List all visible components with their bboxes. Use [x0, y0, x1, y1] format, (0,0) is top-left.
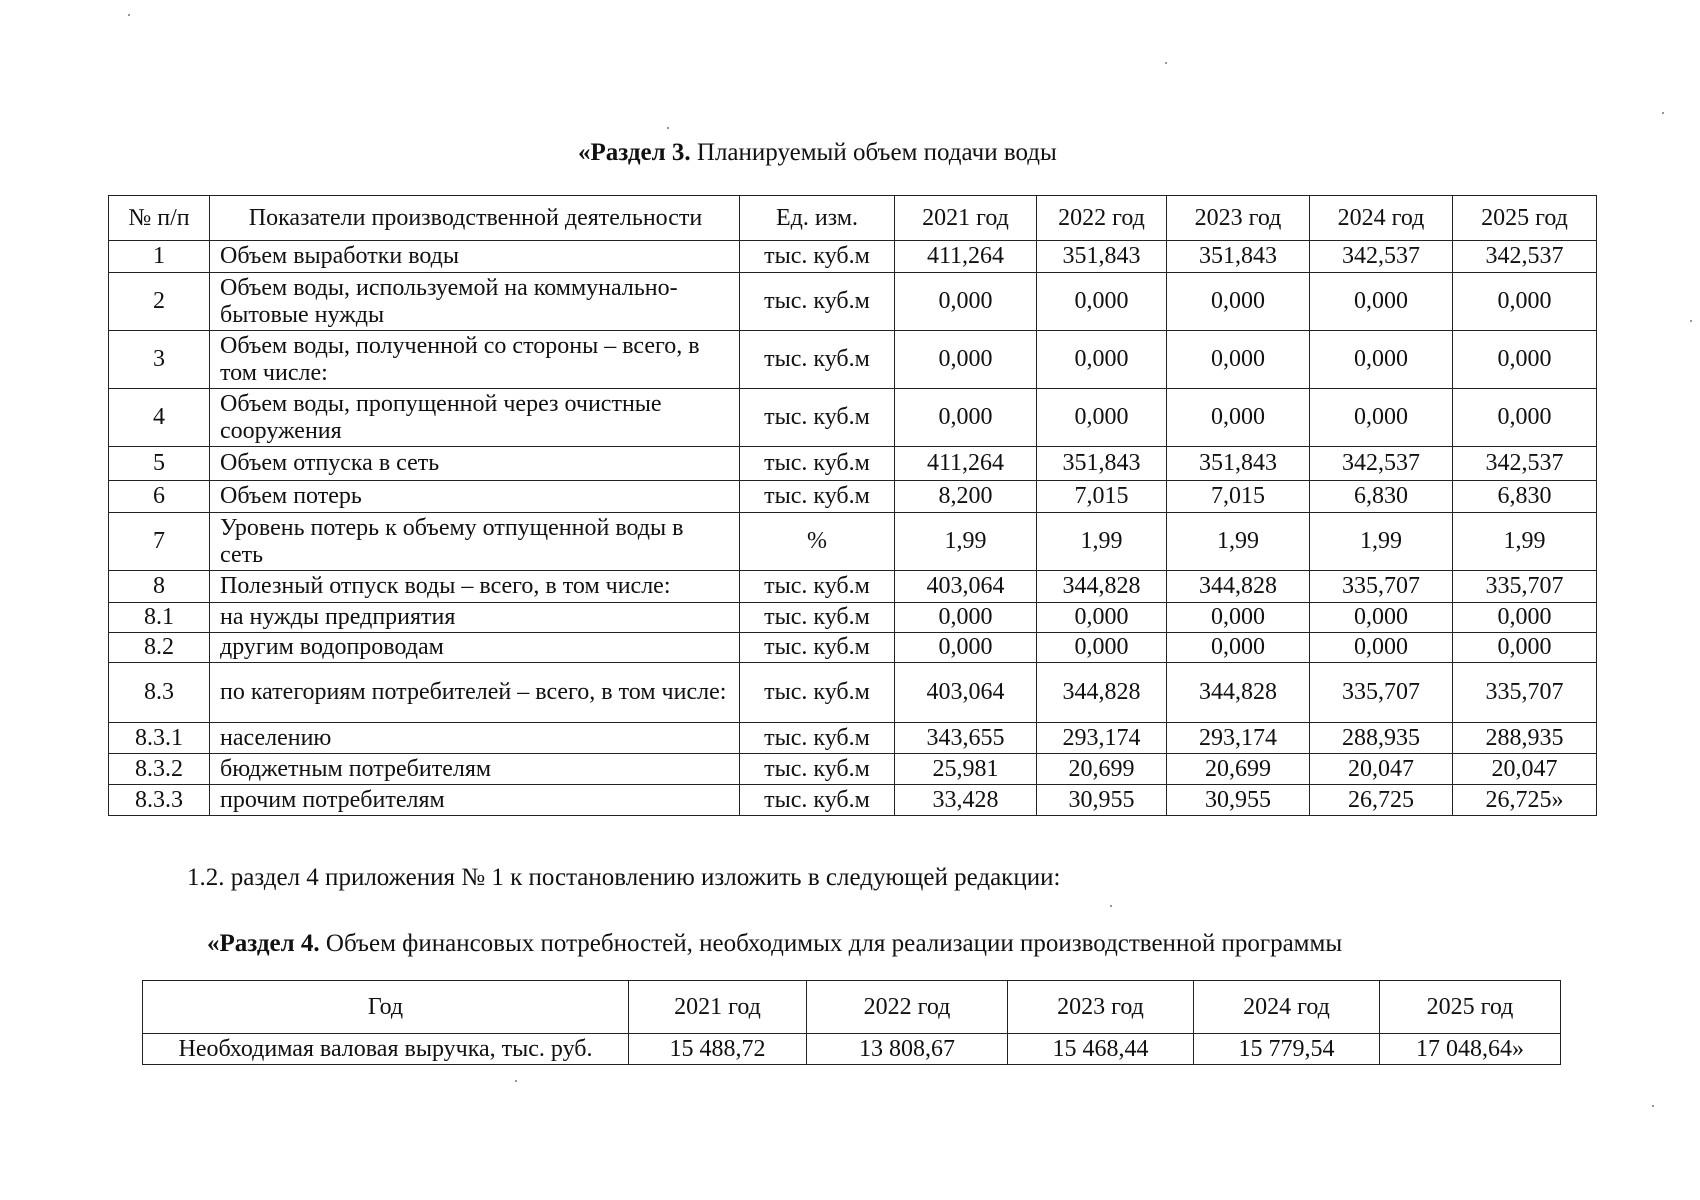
value-cell: 411,264 — [895, 241, 1037, 273]
header-cell: 2025 год — [1453, 196, 1597, 241]
scan-speck — [1110, 905, 1112, 907]
value-cell: 0,000 — [1037, 273, 1167, 331]
value-cell: 1,99 — [1037, 513, 1167, 571]
value-cell: 344,828 — [1167, 571, 1310, 603]
value-cell: 0,000 — [895, 603, 1037, 633]
value-cell: 0,000 — [895, 633, 1037, 663]
value-cell: 1,99 — [1453, 513, 1597, 571]
value-cell: 342,537 — [1453, 241, 1597, 273]
value-cell: 1,99 — [1310, 513, 1453, 571]
value-cell: 403,064 — [895, 663, 1037, 723]
table-row — [109, 331, 1597, 389]
indicator-name: населению — [210, 723, 740, 754]
row-number: 7 — [109, 513, 210, 571]
scan-speck — [128, 14, 130, 16]
value-cell: 342,537 — [1453, 447, 1597, 481]
value-cell: 293,174 — [1167, 723, 1310, 754]
value-cell: 335,707 — [1453, 663, 1597, 723]
value-cell: 33,428 — [895, 785, 1037, 816]
value-cell: 335,707 — [1310, 571, 1453, 603]
value-cell: 26,725 — [1310, 785, 1453, 816]
table-row — [109, 603, 1597, 633]
value-cell: 344,828 — [1037, 571, 1167, 603]
table-header-row — [109, 196, 1597, 241]
value-cell: 0,000 — [1453, 633, 1597, 663]
section-3-title-bold: «Раздел 3. — [578, 139, 691, 166]
header-cell: № п/п — [109, 196, 210, 241]
value-cell: 344,828 — [1037, 663, 1167, 723]
value-cell: 20,699 — [1167, 754, 1310, 785]
header-cell: 2024 год — [1310, 196, 1453, 241]
value-cell: 30,955 — [1037, 785, 1167, 816]
value-cell: 0,000 — [1167, 273, 1310, 331]
value-cell: 351,843 — [1167, 241, 1310, 273]
table-header-row — [143, 981, 1561, 1034]
value-cell: 0,000 — [1310, 273, 1453, 331]
unit-cell: тыс. куб.м — [740, 241, 895, 273]
row-number: 8.3.3 — [109, 785, 210, 816]
header-cell: 2022 год — [1037, 196, 1167, 241]
indicator-name: Объем выработки воды — [210, 241, 740, 273]
value-cell: 0,000 — [1310, 633, 1453, 663]
indicator-name: другим водопроводам — [210, 633, 740, 663]
table-row — [109, 754, 1597, 785]
indicator-name: Уровень потерь к объему отпущенной воды в сеть — [210, 513, 740, 571]
value-cell: 293,174 — [1037, 723, 1167, 754]
row-label: Необходимая валовая выручка, тыс. руб. — [143, 1034, 629, 1065]
value-cell: 13 808,67 — [807, 1034, 1008, 1065]
value-cell: 8,200 — [895, 481, 1037, 513]
scan-speck — [1652, 1105, 1654, 1107]
table-row — [109, 663, 1597, 723]
value-cell: 342,537 — [1310, 447, 1453, 481]
indicator-name: на нужды предприятия — [210, 603, 740, 633]
header-cell: Ед. изм. — [740, 196, 895, 241]
unit-cell: тыс. куб.м — [740, 603, 895, 633]
table-row — [109, 389, 1597, 447]
item-1-2-text: 1.2. раздел 4 приложения № 1 к постановлению изложить в следующей редакции: — [187, 864, 1061, 891]
value-cell: 0,000 — [1310, 331, 1453, 389]
indicator-name: бюджетным потребителям — [210, 754, 740, 785]
indicator-name: Объем воды, используемой на коммунально-бытовые нужды — [210, 273, 740, 331]
unit-cell: % — [740, 513, 895, 571]
value-cell: 0,000 — [1037, 603, 1167, 633]
table-row — [109, 273, 1597, 331]
section-4-title — [207, 929, 1342, 959]
indicator-name: Объем воды, полученной со стороны – всего, в том числе: — [210, 331, 740, 389]
unit-cell: тыс. куб.м — [740, 331, 895, 389]
header-cell: Показатели производственной деятельности — [210, 196, 740, 241]
financial-needs-table — [142, 980, 1561, 1065]
row-number: 8.2 — [109, 633, 210, 663]
value-cell: 20,047 — [1453, 754, 1597, 785]
scan-speck — [1690, 320, 1692, 322]
value-cell: 6,830 — [1310, 481, 1453, 513]
value-cell: 342,537 — [1310, 241, 1453, 273]
unit-cell: тыс. куб.м — [740, 447, 895, 481]
header-cell: 2021 год — [895, 196, 1037, 241]
row-number: 4 — [109, 389, 210, 447]
value-cell: 26,725» — [1453, 785, 1597, 816]
value-cell: 288,935 — [1453, 723, 1597, 754]
table-row — [109, 481, 1597, 513]
section-3-title — [578, 138, 1057, 168]
value-cell: 7,015 — [1167, 481, 1310, 513]
row-number: 6 — [109, 481, 210, 513]
scan-speck — [1165, 62, 1167, 64]
indicator-name: Объем потерь — [210, 481, 740, 513]
section-4-title-bold: «Раздел 4. — [207, 930, 320, 957]
unit-cell: тыс. куб.м — [740, 754, 895, 785]
header-cell: Год — [143, 981, 629, 1034]
table-row — [143, 1034, 1561, 1065]
section-4-title-text: Объем финансовых потребностей, необходимых для реализации производственной программы — [319, 930, 1343, 957]
table-row — [109, 785, 1597, 816]
header-cell: 2022 год — [807, 981, 1008, 1034]
value-cell: 351,843 — [1167, 447, 1310, 481]
water-supply-table — [108, 195, 1597, 816]
row-number: 8.3 — [109, 663, 210, 723]
value-cell: 0,000 — [1167, 603, 1310, 633]
value-cell: 30,955 — [1167, 785, 1310, 816]
unit-cell: тыс. куб.м — [740, 633, 895, 663]
value-cell: 0,000 — [1167, 389, 1310, 447]
indicator-name: Полезный отпуск воды – всего, в том числе: — [210, 571, 740, 603]
value-cell: 351,843 — [1037, 241, 1167, 273]
value-cell: 0,000 — [1167, 331, 1310, 389]
value-cell: 288,935 — [1310, 723, 1453, 754]
value-cell: 25,981 — [895, 754, 1037, 785]
header-cell: 2021 год — [629, 981, 807, 1034]
unit-cell: тыс. куб.м — [740, 723, 895, 754]
value-cell: 20,047 — [1310, 754, 1453, 785]
value-cell: 0,000 — [1453, 331, 1597, 389]
value-cell: 351,843 — [1037, 447, 1167, 481]
value-cell: 0,000 — [1453, 389, 1597, 447]
table-row — [109, 723, 1597, 754]
value-cell: 20,699 — [1037, 754, 1167, 785]
value-cell: 0,000 — [1037, 331, 1167, 389]
table-row — [109, 633, 1597, 663]
row-number: 8 — [109, 571, 210, 603]
value-cell: 6,830 — [1453, 481, 1597, 513]
value-cell: 335,707 — [1453, 571, 1597, 603]
value-cell: 15 468,44 — [1008, 1034, 1194, 1065]
table-row — [109, 513, 1597, 571]
unit-cell: тыс. куб.м — [740, 571, 895, 603]
value-cell: 335,707 — [1310, 663, 1453, 723]
row-number: 8.3.1 — [109, 723, 210, 754]
value-cell: 0,000 — [895, 389, 1037, 447]
value-cell: 1,99 — [895, 513, 1037, 571]
unit-cell: тыс. куб.м — [740, 481, 895, 513]
header-cell: 2023 год — [1008, 981, 1194, 1034]
value-cell: 1,99 — [1167, 513, 1310, 571]
value-cell: 0,000 — [1037, 389, 1167, 447]
value-cell: 0,000 — [1310, 603, 1453, 633]
value-cell: 7,015 — [1037, 481, 1167, 513]
scan-speck — [515, 1080, 517, 1082]
row-number: 1 — [109, 241, 210, 273]
indicator-name: прочим потребителям — [210, 785, 740, 816]
row-number: 3 — [109, 331, 210, 389]
table-row — [109, 571, 1597, 603]
value-cell: 0,000 — [1037, 633, 1167, 663]
scan-speck — [1662, 112, 1664, 114]
indicator-name: по категориям потребителей – всего, в том числе: — [210, 663, 740, 723]
unit-cell: тыс. куб.м — [740, 785, 895, 816]
indicator-name: Объем воды, пропущенной через очистные сооружения — [210, 389, 740, 447]
section-3-title-text: Планируемый объем подачи воды — [690, 139, 1057, 166]
value-cell: 0,000 — [1167, 633, 1310, 663]
header-cell: 2023 год — [1167, 196, 1310, 241]
value-cell: 0,000 — [1453, 603, 1597, 633]
value-cell: 0,000 — [895, 331, 1037, 389]
row-number: 2 — [109, 273, 210, 331]
indicator-name: Объем отпуска в сеть — [210, 447, 740, 481]
value-cell: 0,000 — [895, 273, 1037, 331]
row-number: 8.1 — [109, 603, 210, 633]
value-cell: 0,000 — [1453, 273, 1597, 331]
row-number: 8.3.2 — [109, 754, 210, 785]
value-cell: 344,828 — [1167, 663, 1310, 723]
unit-cell: тыс. куб.м — [740, 389, 895, 447]
unit-cell: тыс. куб.м — [740, 663, 895, 723]
table-row — [109, 241, 1597, 273]
value-cell: 343,655 — [895, 723, 1037, 754]
header-cell: 2024 год — [1194, 981, 1380, 1034]
value-cell: 411,264 — [895, 447, 1037, 481]
scan-speck — [667, 127, 669, 129]
value-cell: 403,064 — [895, 571, 1037, 603]
row-number: 5 — [109, 447, 210, 481]
value-cell: 15 488,72 — [629, 1034, 807, 1065]
value-cell: 17 048,64» — [1380, 1034, 1561, 1065]
value-cell: 0,000 — [1310, 389, 1453, 447]
value-cell: 15 779,54 — [1194, 1034, 1380, 1065]
unit-cell: тыс. куб.м — [740, 273, 895, 331]
table-row — [109, 447, 1597, 481]
header-cell: 2025 год — [1380, 981, 1561, 1034]
